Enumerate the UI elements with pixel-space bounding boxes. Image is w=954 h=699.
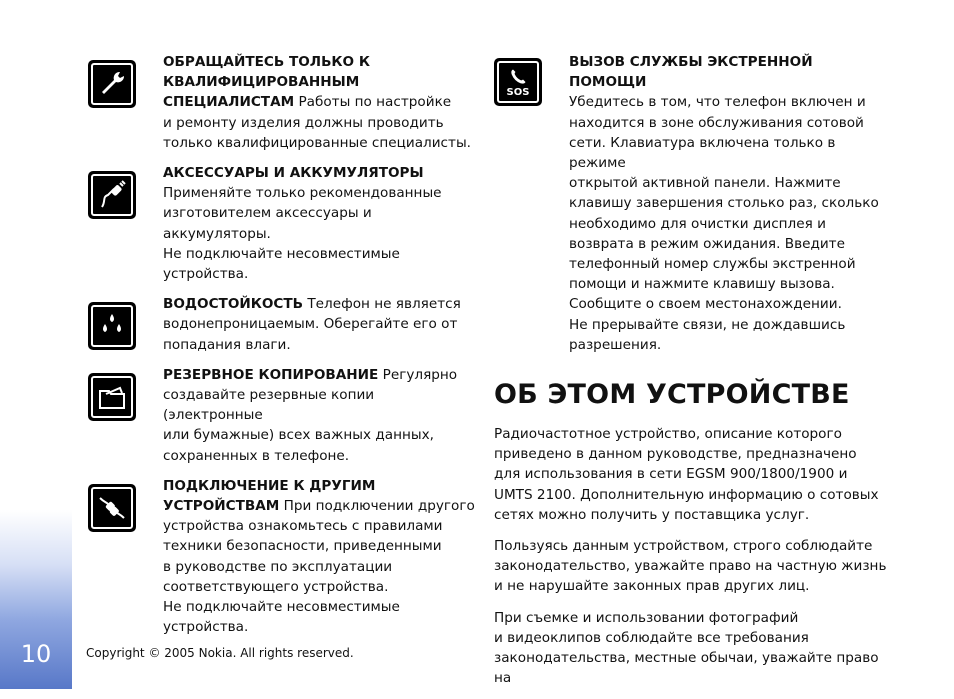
section-title: ОБ ЭТОМ УСТРОЙСТВЕ — [494, 379, 850, 411]
entry-heading: ВЫЗОВ СЛУЖБЫ ЭКСТРЕННОЙ ПОМОЩИ — [569, 54, 813, 91]
entry-text: сохраненных в телефоне. — [163, 447, 350, 464]
water-drops-icon — [88, 302, 136, 350]
entry-text: Телефон не является — [303, 296, 461, 313]
paragraph: Радиочастотное устройство, описание которого приведено в данном руководстве, предназначено для использования в сети EGSM 900/1800/1900 и UMTS 2100. Дополнительную информацию о сотовых сетях можно получить у поставщика услуг. — [494, 426, 879, 523]
entry-text: Применяйте только рекомендованные — [163, 185, 442, 202]
entry-text: Не прерывайте связи, не дождавшись — [569, 316, 846, 333]
entry-text: и ремонту изделия должны проводить — [163, 114, 444, 131]
entry-text: в руководстве по эксплуатации — [163, 558, 393, 575]
entry-text: устройства ознакомьтесь с правилами — [163, 518, 443, 535]
entry-heading: СПЕЦИАЛИСТАМ — [163, 94, 295, 111]
entry-text: разрешения. — [569, 336, 662, 353]
connect-plugs-icon — [88, 484, 136, 532]
entry-heading: ПОДКЛЮЧЕНИЕ К ДРУГИМ — [163, 477, 376, 494]
entry-text: необходимо для очистки дисплея и — [569, 215, 826, 232]
entry-text: Убедитесь в том, что телефон включен и — [569, 94, 866, 111]
paragraph: Пользуясь данным устройством, строго соблюдайте законодательство, уважайте право на частную жизнь и не нарушайте законных прав других лиц. — [494, 538, 887, 595]
entry-text: водонепроницаемым. Оберегайте его от — [163, 316, 458, 333]
safety-entry-accessories — [88, 163, 478, 284]
entry-text: клавишу завершения столько раз, сколько — [569, 195, 879, 212]
entry-heading: УСТРОЙСТВАМ — [163, 498, 280, 515]
copyright-footer: Copyright © 2005 Nokia. All rights reserved. — [86, 646, 354, 660]
entry-text: только квалифицированные специалисты. — [163, 134, 471, 151]
accessory-plug-icon — [88, 171, 136, 219]
safety-entry-water-resistance — [88, 294, 478, 355]
paragraph: При съемке и использовании фотографий и видеоклипов соблюдайте все требования законодательства, местные обычаи, уважайте право на — [494, 609, 879, 687]
entry-heading: РЕЗЕРВНОЕ КОПИРОВАНИЕ — [163, 366, 379, 383]
entry-text: помощи и нажмите клавишу вызова. — [569, 276, 835, 293]
left-column — [88, 52, 478, 647]
entry-text: Не подключайте несовместимые — [163, 245, 400, 262]
entry-text: возврата в режим ожидания. Введите — [569, 235, 845, 252]
entry-text: Регулярно — [378, 366, 458, 383]
entry-text: устройства. — [163, 619, 249, 636]
safety-entry-connecting-devices — [88, 476, 478, 638]
folder-backup-icon — [88, 373, 136, 421]
entry-text: открытой активной панели. Нажмите — [569, 175, 841, 192]
safety-entry-qualified-service — [88, 52, 478, 153]
entry-text: устройства. — [163, 266, 249, 283]
safety-entry-backup — [88, 365, 478, 466]
entry-text: попадания влаги. — [163, 336, 291, 353]
safety-entry-emergency-calls — [494, 52, 894, 355]
entry-heading: КВАЛИФИЦИРОВАННЫМ — [163, 74, 360, 91]
entry-text: сети. Клавиатура включена только в режиме — [569, 134, 836, 172]
entry-text: Не подключайте несовместимые — [163, 599, 400, 616]
entry-heading: АКСЕССУАРЫ И АККУМУЛЯТОРЫ — [163, 165, 424, 182]
page-number: 10 — [20, 640, 52, 668]
page-sidebar — [0, 0, 72, 689]
entry-heading: ВОДОСТОЙКОСТЬ — [163, 296, 304, 313]
entry-text: Сообщите о своем местонахождении. — [569, 296, 842, 313]
right-column — [494, 52, 894, 699]
entry-text: соответствующего устройства. — [163, 578, 389, 595]
entry-text: находится в зоне обслуживания сотовой — [569, 114, 864, 131]
entry-text: Работы по настройке — [294, 94, 452, 111]
entry-text: техники безопасности, приведенными — [163, 538, 442, 555]
sos-label: SOS — [506, 86, 530, 98]
entry-text: или бумажные) всех важных данных, — [163, 427, 434, 444]
entry-text: При подключении другого — [279, 498, 475, 515]
entry-heading: ОБРАЩАЙТЕСЬ ТОЛЬКО К — [163, 54, 370, 70]
entry-text: изготовителем аксессуары и аккумуляторы. — [163, 205, 372, 242]
wrench-icon — [88, 60, 136, 108]
entry-text: создавайте резервные копии (электронные — [163, 387, 375, 424]
entry-text: телефонный номер службы экстренной — [569, 256, 856, 273]
sos-phone-icon — [494, 58, 542, 106]
